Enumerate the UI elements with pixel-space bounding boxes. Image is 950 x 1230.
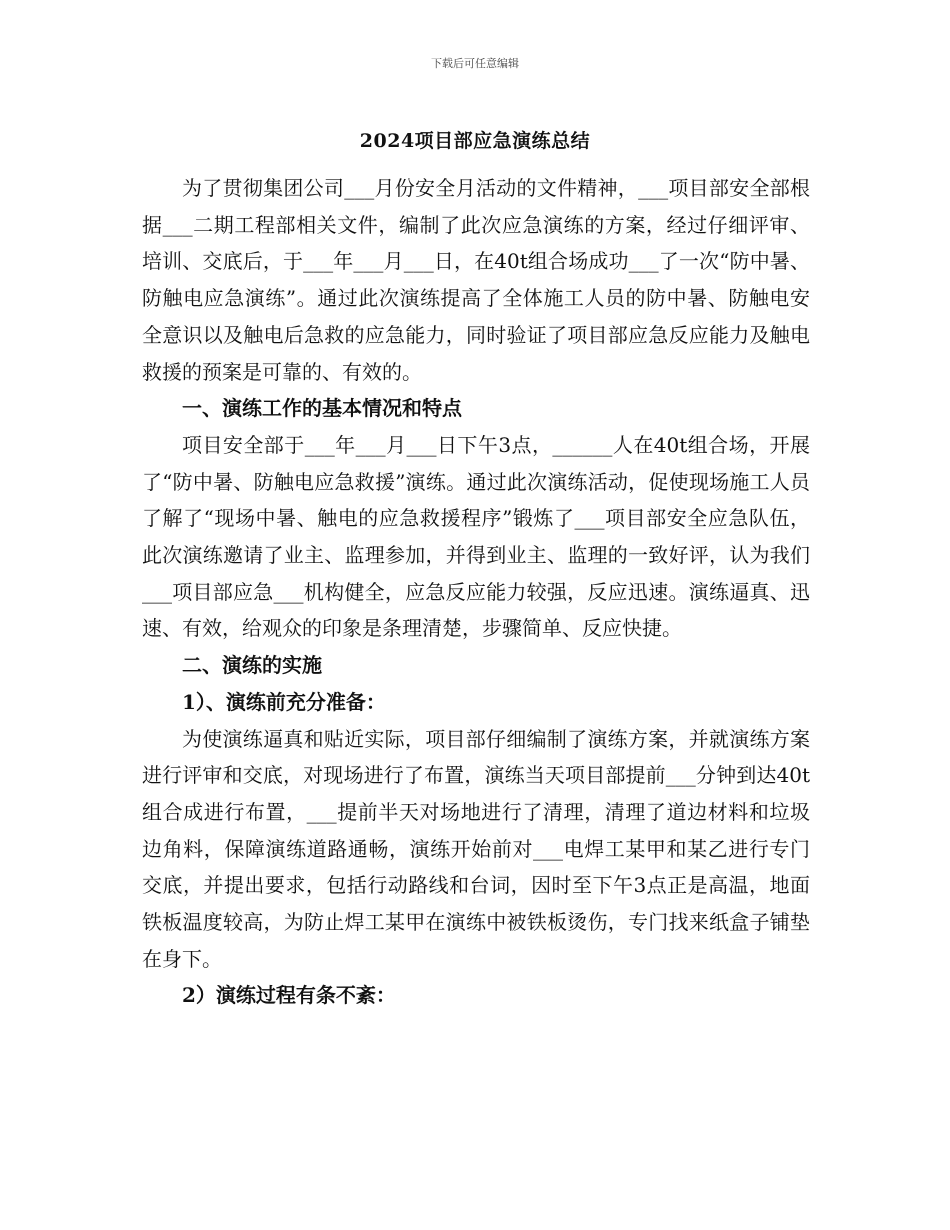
subheading-process: 2）演练过程有条不紊： (182, 983, 396, 1008)
preparation-paragraph: 为使演练逼真和贴近实际，项目部仔细编制了演练方案，并就演练方案进行评审和交底，对现场进行了布置，演练当天项目部提前___分钟到达40t组合成进行布置，___提前半天对场地进行了清理，清理了道边材料和垃圾边角料，保障演练道路通畅，演练开始前对___电焊工某甲和某乙进行专门交底，并提出要求，包括行动路线和台词，因时至下午3点正是高温，地面铁板温度较高，为防止焊工某甲在演练中被铁板烫伤，专门找来纸盒子铺垫在身下。 (142, 726, 810, 971)
document-title: 2024项目部应急演练总结 (359, 130, 591, 152)
section-heading-basic-situation: 一、演练工作的基本情况和特点 (182, 396, 462, 421)
section-heading-implementation: 二、演练的实施 (182, 653, 322, 678)
document-body (142, 170, 810, 1014)
basic-situation-paragraph: 项目安全部于___年___月___日下午3点，______人在40t组合场，开展了“防中暑、防触电应急救援”演练。通过此次演练活动，促使现场施工人员了解了“现场中暑、触电的应急救援程序”锻炼了___项目部安全应急队伍，此次演练邀请了业主、监理参加，并得到业主、监理的一致好评，认为我们___项目部应急___机构健全，应急反应能力较强，反应迅速。演练逼真、迅速、有效，给观众的印象是条理清楚，步骤简单、反应快捷。 (142, 432, 810, 641)
header-note: 下载后可任意编辑 (431, 57, 519, 70)
intro-paragraph: 为了贯彻集团公司___月份安全月活动的文件精神，___项目部安全部根据___二期工程部相关文件，编制了此次应急演练的方案，经过仔细评审、培训、交底后，于___年___月___日，在40t组合场成功___了一次“防中暑、防触电应急演练”。通过此次演练提高了全体施工人员的防中暑、防触电安全意识以及触电后急救的应急能力，同时验证了项目部应急反应能力及触电救援的预案是可靠的、有效的。 (142, 176, 810, 384)
subheading-preparation: 1）、演练前充分准备： (182, 689, 386, 714)
